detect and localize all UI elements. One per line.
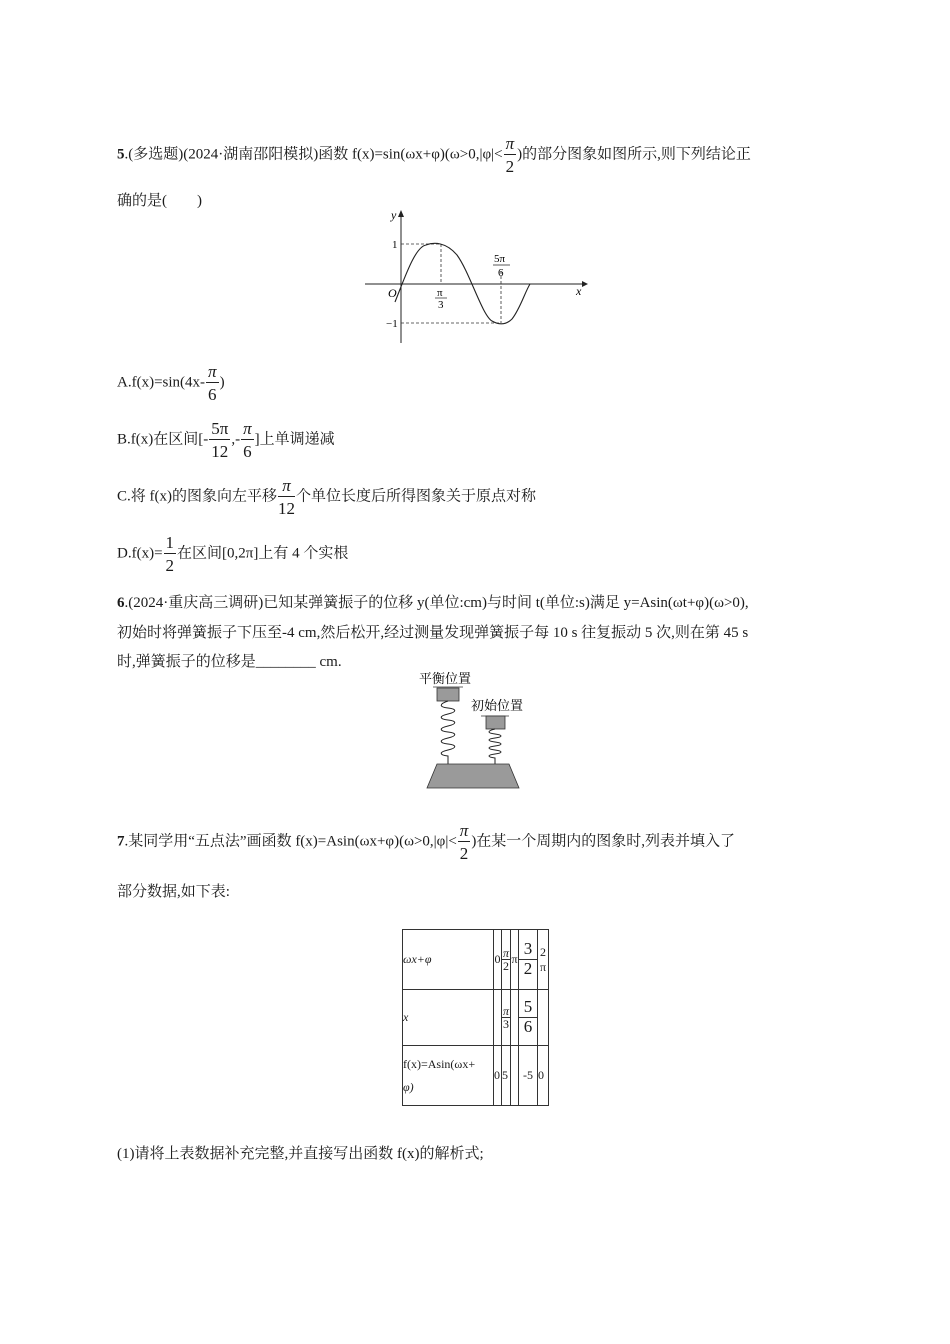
opt-c-pre: C.将 f(x)的图象向左平移 [117, 488, 277, 505]
cell [511, 1046, 519, 1106]
frac-den: 2 [523, 959, 533, 978]
q5-sine-graph [360, 205, 590, 345]
cell [494, 990, 502, 1046]
right-spring [489, 729, 501, 764]
q7-sub1: (1)请将上表数据补充完整,并直接写出函数 f(x)的解析式; [117, 1146, 484, 1162]
frac-num: π [459, 821, 469, 840]
cell: 0 [538, 1046, 549, 1106]
frac-num: π [505, 134, 515, 153]
frac-num: 1 [165, 533, 175, 552]
frac-num: π [278, 477, 295, 497]
q5-option-c [117, 477, 536, 517]
x-label: x [576, 284, 582, 298]
cell [538, 990, 549, 1046]
q5-option-d [117, 534, 348, 574]
cell-part: 2 [540, 945, 546, 960]
opt-b-mid: ,- [231, 431, 241, 448]
cell: 0 [494, 1046, 502, 1106]
row-label-angle: ωx+φ [403, 930, 494, 990]
opt-b-post: ]上单调递减 [254, 431, 335, 448]
frac-den: 6 [523, 1017, 533, 1036]
q7-line1 [117, 822, 735, 862]
cell [511, 990, 519, 1046]
label-part: f(x)=Asin(ωx+ [403, 1056, 476, 1071]
five-point-table [402, 929, 549, 1106]
cell: 0 [494, 930, 502, 990]
q5-func: f(x)=sin(ωx+φ)(ω>0,|φ|< [351, 146, 503, 163]
q5-line2: 确的是( ) [117, 193, 202, 209]
x-axis-arrow [582, 281, 588, 287]
q6-line2: 初始时将弹簧振子下压至-4 cm,然后松开,经过测量发现弹簧振子每 10 s 往复振动 5 次,则在第 45 s [117, 625, 749, 641]
q7-line2: 部分数据,如下表: [117, 884, 230, 900]
frac-num: π [243, 419, 252, 438]
frac-den: 2 [165, 556, 175, 575]
q6-number: 6 [117, 595, 125, 611]
opt-d-post: 在区间[0,2π]上有 4 个实根 [177, 545, 349, 562]
frac-den: 12 [211, 442, 229, 461]
opt-c-frac [278, 477, 295, 517]
q5-tail: )的部分图象如图所示,则下列结论正 [517, 146, 751, 163]
cell: -5 [519, 1046, 538, 1106]
cell: π [511, 930, 519, 990]
cell: 5 [502, 1046, 511, 1106]
tick-pi3-num: π [437, 287, 443, 299]
initial-block [486, 716, 505, 729]
frac-den: 12 [278, 499, 295, 518]
q7-text-post: )在某一个周期内的图象时,列表并填入了 [471, 833, 736, 850]
opt-d-frac [164, 534, 177, 574]
tick-5pi6-den: 6 [498, 267, 504, 279]
tick-pi3-den: 3 [438, 299, 444, 311]
opt-a-post: ) [219, 374, 225, 391]
cell-2pi [538, 930, 549, 990]
row-label-x: x [403, 990, 494, 1046]
cell-part: π [539, 959, 547, 974]
left-spring [441, 701, 455, 764]
opt-b-pre: B.f(x)在区间[- [117, 431, 209, 448]
frac-den: 6 [243, 442, 252, 461]
tick-1: 1 [392, 239, 398, 251]
q5-pi-half [504, 135, 517, 175]
q6-text1: .(2024·重庆高三调研)已知某弹簧振子的位移 y(单位:cm)与时间 t(单位:s)满足 y=Asin(ωt+φ)(ω>0), [124, 595, 749, 611]
cell-pi-3 [502, 990, 511, 1046]
opt-a-frac [206, 363, 219, 403]
frac-den: 6 [208, 385, 217, 404]
q6-spring-figure [415, 668, 540, 793]
opt-d-pre: D.f(x)= [117, 545, 163, 562]
table-row [403, 930, 549, 990]
q7-pi-half [458, 822, 471, 862]
q5-option-b [117, 420, 335, 460]
frac-num: 5π [211, 419, 229, 438]
q5-option-a [117, 363, 225, 403]
cell-pi-2 [502, 930, 511, 990]
table-row [403, 1046, 549, 1106]
y-label: y [391, 208, 397, 222]
frac-num: 5 [519, 998, 537, 1018]
y-axis-arrow [398, 210, 404, 217]
frac-num: π [502, 1004, 509, 1018]
table-row [403, 990, 549, 1046]
q5-line1 [117, 135, 751, 175]
row-label-f [403, 1046, 494, 1106]
opt-c-post: 个单位长度后所得图象关于原点对称 [296, 488, 537, 505]
frac-num: 3 [519, 940, 537, 960]
frac-den: 2 [459, 844, 469, 863]
tick-neg1: −1 [386, 318, 398, 330]
frac-num: π [208, 362, 217, 381]
q5-number: 5 [117, 146, 125, 163]
opt-b-frac1 [209, 420, 230, 460]
label-balance-position: 平衡位置 [419, 671, 472, 686]
label-part: φ) [403, 1079, 414, 1094]
base-stand [427, 764, 519, 788]
cell-5pi-6 [519, 990, 538, 1046]
q6-line3: 时,弹簧振子的位移是________ cm. [117, 654, 342, 670]
balance-block [437, 688, 459, 701]
frac-den: 2 [503, 959, 509, 973]
tick-5pi6-num: 5π [494, 253, 506, 265]
frac-den: 2 [505, 157, 515, 176]
frac-den: 3 [503, 1017, 509, 1031]
q7-text-pre: .某同学用“五点法”画函数 f(x)=Asin(ωx+φ)(ω>0,|φ|< [124, 833, 457, 850]
opt-b-frac2 [241, 420, 254, 460]
frac-num: π [502, 946, 509, 960]
opt-a-pre: A.f(x)=sin(4x- [117, 374, 206, 391]
q7-number: 7 [117, 833, 125, 850]
label-initial-position: 初始位置 [471, 698, 524, 713]
q5-tag: .(多选题)(2024·湖南邵阳模拟)函数 [124, 146, 352, 163]
q6-line1 [117, 591, 749, 612]
cell-3pi-2 [519, 930, 538, 990]
origin-label: O [388, 286, 397, 300]
